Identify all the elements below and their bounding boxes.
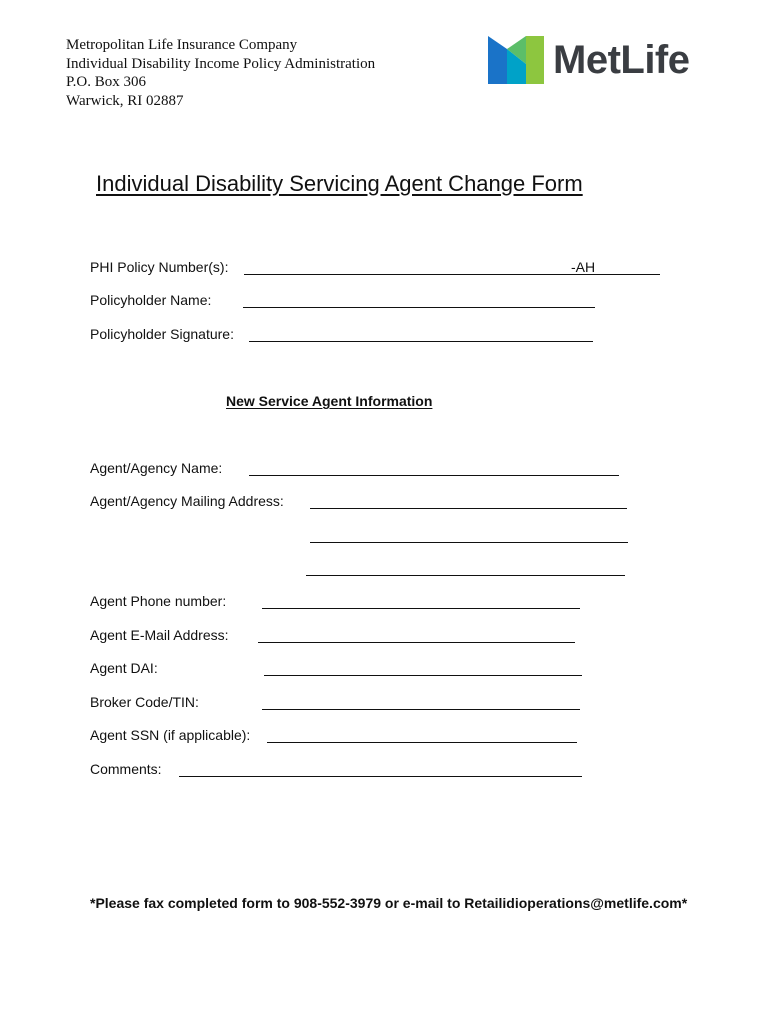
agent-dai-field[interactable] (264, 675, 582, 676)
address-line-po-box: P.O. Box 306 (66, 74, 147, 90)
agent-ssn-label: Agent SSN (if applicable): (90, 727, 251, 743)
policyholder-name-label: Policyholder Name: (90, 292, 212, 308)
comments-label: Comments: (90, 761, 162, 777)
agent-mailing-address-line-2-row (90, 526, 630, 546)
agent-ssn-field[interactable] (267, 742, 577, 743)
agent-email-field[interactable] (258, 642, 575, 643)
metlife-logo-text: MetLife (553, 38, 690, 82)
submission-instructions: *Please fax completed form to 908-552-3979 or e-mail to Retailidioperations@metlife.com* (90, 895, 688, 911)
policyholder-signature-field[interactable] (249, 341, 593, 342)
broker-code-field[interactable] (262, 709, 580, 710)
phi-policy-number-label: PHI Policy Number(s): (90, 259, 229, 275)
agent-name-field[interactable] (249, 475, 619, 476)
agent-mailing-address-row (90, 492, 630, 512)
address-line-city: Warwick, RI 02887 (66, 92, 184, 109)
phi-policy-number-field[interactable] (244, 274, 660, 275)
address-line-company: Metropolitan Life Insurance Company (66, 37, 298, 53)
agent-email-row (90, 626, 630, 646)
agent-name-label: Agent/Agency Name: (90, 460, 223, 476)
metlife-logo (486, 34, 712, 86)
policy-suffix-ah: -AH (571, 259, 596, 275)
policyholder-name-field[interactable] (243, 307, 595, 308)
agent-phone-row (90, 592, 630, 612)
agent-phone-field[interactable] (262, 608, 580, 609)
agent-mailing-address-line-3-row (90, 559, 630, 579)
agent-mailing-address-line-3-field[interactable] (306, 575, 625, 576)
policyholder-signature-label: Policyholder Signature: (90, 326, 234, 342)
section-title-new-agent: New Service Agent Information (226, 393, 433, 409)
broker-code-row (90, 693, 630, 713)
policyholder-signature-row (90, 325, 610, 345)
agent-phone-label: Agent Phone number: (90, 593, 227, 609)
policyholder-name-row (90, 291, 610, 311)
phi-policy-number-row (90, 258, 610, 278)
agent-dai-label: Agent DAI: (90, 660, 158, 676)
agent-ssn-row (90, 726, 630, 746)
agent-email-label: Agent E-Mail Address: (90, 627, 229, 643)
agent-mailing-address-line-2-field[interactable] (310, 542, 628, 543)
company-address (66, 36, 375, 110)
form-title: Individual Disability Servicing Agent Change Form (96, 171, 583, 196)
agent-name-row (90, 459, 630, 479)
broker-code-label: Broker Code/TIN: (90, 694, 199, 710)
agent-mailing-address-label: Agent/Agency Mailing Address: (90, 493, 284, 509)
address-line-department: Individual Disability Income Policy Administration (66, 55, 376, 72)
agent-mailing-address-field[interactable] (310, 508, 627, 509)
metlife-logo-icon (486, 34, 548, 86)
comments-field[interactable] (179, 776, 582, 777)
agent-dai-row (90, 659, 630, 679)
comments-row (90, 760, 630, 780)
